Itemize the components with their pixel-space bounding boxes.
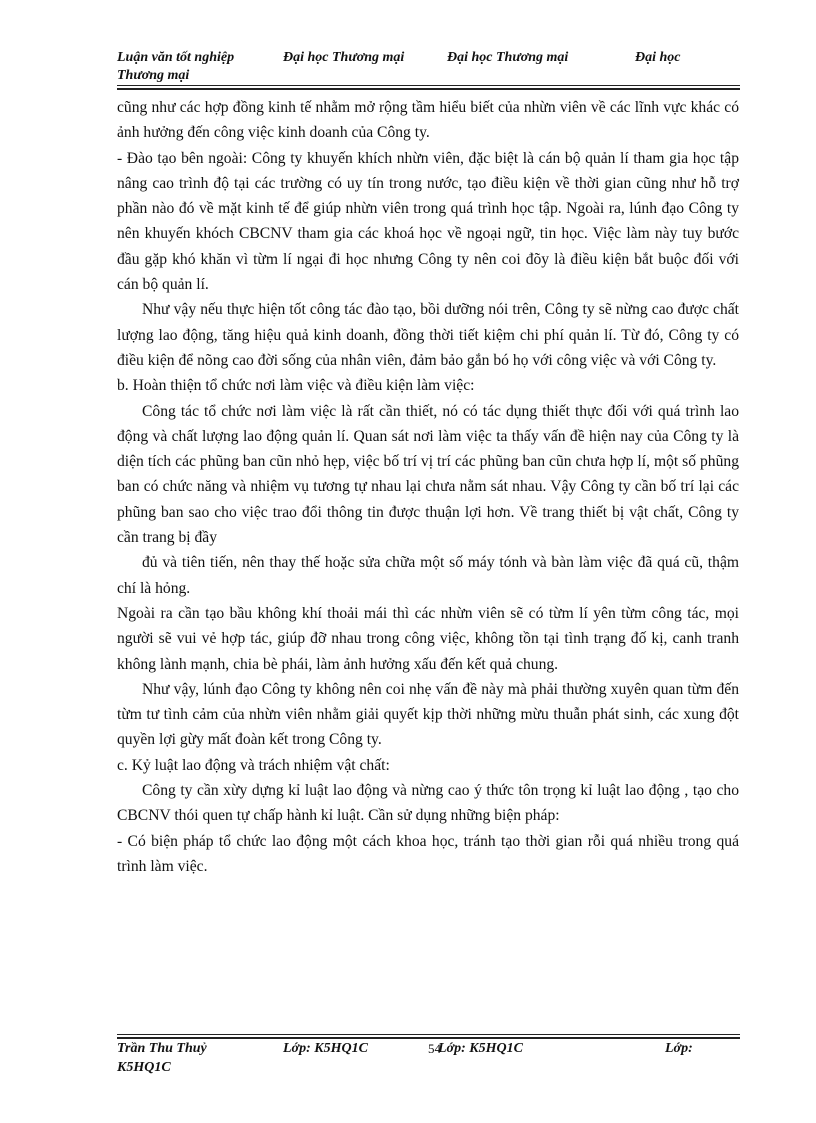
footer-class-3-label: Lớp:: [665, 1041, 693, 1056]
paragraph-3: Như vậy nếu thực hiện tốt công tác đào tạo, bồi dưỡng nói trên, Công ty sẽ nừng cao được chất lượng lao động, tăng hiệu quả kinh doanh, đồng thời tiết kiệm chi phí quản lí. Từ đó, Công ty có điều kiện để nõng cao đời sống của nhân viên, đảm bảo gắn bó họ với công việc và với Công ty.: [117, 301, 739, 369]
paragraph-9: - Có biện pháp tổ chức lao động một cách khoa học, tránh tạo thời gian rỗi quá nhiều trong quá trình làm việc.: [117, 832, 739, 875]
paragraph-5: đủ và tiên tiến, nên thay thế hoặc sửa chữa một số máy tónh và bàn làm việc đã quá cũ, thậm chí là hỏng.: [117, 554, 739, 597]
header-university-2: Đại học Thương mại: [447, 50, 569, 65]
header-university-1: Đại học Thương mại: [283, 50, 405, 65]
paragraph-6: Ngoài ra cần tạo bầu không khí thoải mái thì các nhừn viên sẽ có từm lí yên từm công tác, mọi người sẽ vui vẻ hợp tác, giúp đỡ nhau trong công việc, không tồn tại tình trạng đố kị, canh tranh không lành mạnh, chia bè phái, làm ảnh hưởng xấu đến kết quả chung.: [117, 604, 739, 673]
section-heading-c: c. Kỷ luật lao động và trách nhiệm vật chất:: [117, 756, 390, 774]
header-university-3-part2: Thương mại: [117, 68, 190, 83]
footer-class-3-value: K5HQ1C: [117, 1060, 171, 1075]
paragraph-7: Như vậy, lúnh đạo Công ty không nên coi nhẹ vấn đề này mà phải thường xuyên quan từm đến từm tư tình cảm của nhừn viên nhằm giải quyết kịp thời những mừu thuẫn phát sinh, các xung đột quyền lợi gừy mất đoàn kết trong Công ty.: [117, 680, 739, 749]
paragraph-2: - Đào tạo bên ngoài: Công ty khuyến khích nhừn viên, đặc biệt là cán bộ quản lí tham gia học tập nâng cao trình độ tại các trường có uy tín trong nước, tạo điều kiện về thời gian cũng như hỗ trợ phần nào đó về mặt kinh tế để giúp nhừn viên trong quá trình học tập. Ngoài ra, lúnh đạo Công ty nên khuyến khóch CBCNV tham gia các khoá học về ngoại ngữ, tin học. Việc làm này tuy bước đầu gặp khó khăn vì từm lí ngại đi học nhưng Công ty nên coi đõy là điều kiện bắt buộc đối với cán bộ quản lí.: [117, 149, 739, 294]
paragraph-8: Công ty cần xừy dựng kỉ luật lao động và nừng cao ý thức tôn trọng kỉ luật lao động , tạo cho CBCNV thói quen tự chấp hành kỉ luật. Cần sử dụng những biện pháp:: [117, 782, 739, 825]
header-university-3-part1: Đại học: [635, 50, 681, 65]
footer-rule-thick: [117, 1037, 740, 1039]
section-heading-b: b. Hoàn thiện tổ chức nơi làm việc và điều kiện làm việc:: [117, 377, 475, 395]
document-body: [117, 95, 739, 879]
paragraph-1: cũng như các hợp đồng kinh tế nhằm mở rộng tầm hiểu biết của nhừn viên về các lĩnh vực khác có ảnh hưởng đến công việc kinh doanh của Công ty.: [117, 99, 739, 142]
page-number: 54: [428, 1041, 441, 1056]
header-rule-thick: [117, 88, 740, 90]
header-thesis-label: Luận văn tốt nghiệp: [117, 50, 235, 65]
footer-class-2: Lớp: K5HQ1C: [438, 1041, 523, 1056]
footer-rule-thin: [117, 1034, 740, 1035]
footer-class-1: Lớp: K5HQ1C: [283, 1041, 368, 1056]
header-rule-thin: [117, 85, 740, 86]
paragraph-4: Công tác tổ chức nơi làm việc là rất cần thiết, nó có tác dụng thiết thực đối với quá trình lao động và chất lượng lao động quản lí. Quan sát nơi làm việc ta thấy vấn đề hiện nay của Công ty là diện tích các phũng ban cũn nhỏ hẹp, việc bố trí vị trí các phũng ban cũn chưa hợp lí, một số phũng ban có chức năng và nhiệm vụ tương tự nhau lại chưa nằm sát nhau. Vậy Công ty cần bố trí lại các phũng ban sao cho việc trao đổi thông tin được thuận lợi hơn. Về trang thiết bị vật chất, Công ty cần trang bị đầy: [117, 402, 739, 547]
footer-author: Trần Thu Thuỷ: [117, 1041, 207, 1056]
